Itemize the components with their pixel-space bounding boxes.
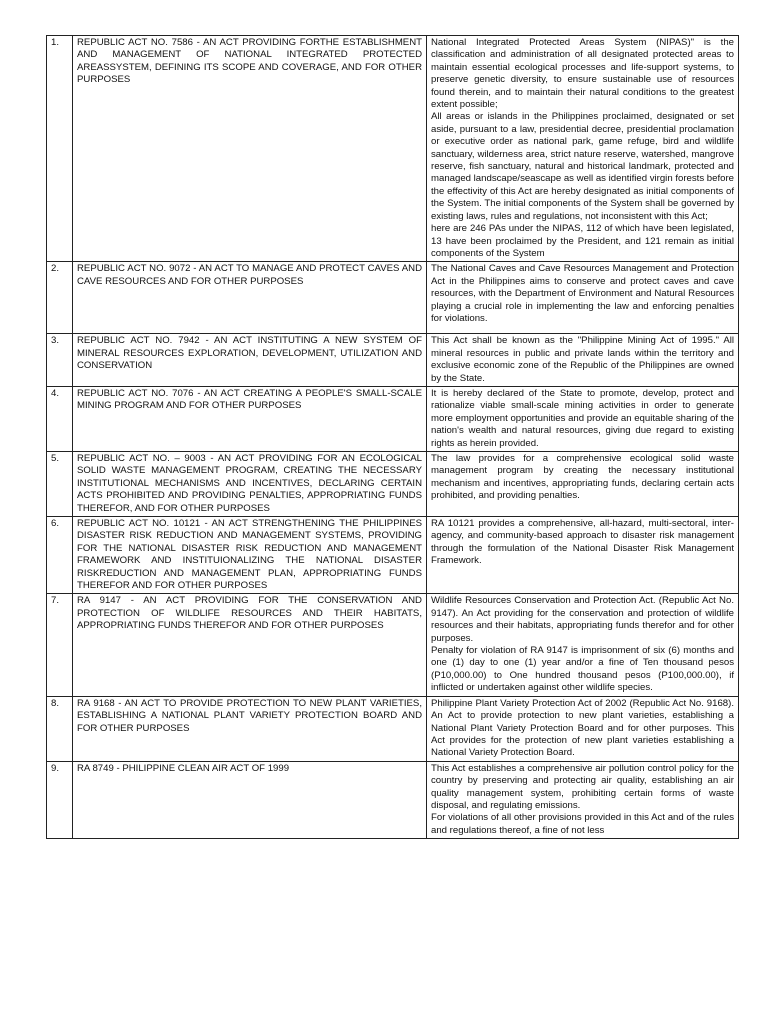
environmental-laws-table bbox=[46, 35, 739, 839]
table-row bbox=[47, 761, 739, 838]
description-paragraph: The law provides for a comprehensive ecological solid waste management program by creating the necessary institutional mechanism and incentives, appropriating funds, declaring certain acts prohibited, and providing penalties. bbox=[431, 452, 734, 502]
row-number: 7. bbox=[47, 594, 73, 696]
description-paragraph: Wildlife Resources Conservation and Protection Act. (Republic Act No. 9147). An Act providing for the conservation and protection of wildlife resources and their habitats, appropriating funds therefor and for other purposes. bbox=[431, 595, 734, 644]
act-title: REPUBLIC ACT NO. 9072 - AN ACT TO MANAGE AND PROTECT CAVES AND CAVE RESOURCES AND FOR OTHER PURPOSES bbox=[73, 262, 427, 334]
description-paragraph: National Integrated Protected Areas System (NIPAS)" is the classification and administration of all designated protected areas to maintain essential ecological processes and life-support systems, to preserve genetic diversity, to ensure sustainable use of resources found therein, and to maintain their natural conditions to the greatest extent possible; bbox=[431, 37, 734, 111]
act-title: REPUBLIC ACT NO. 7586 - AN ACT PROVIDING FORTHE ESTABLISHMENT AND MANAGEMENT OF NATIONAL INTEGRATED PROTECTED AREASSYSTEM, DEFINING ITS SCOPE AND COVERAGE, AND FOR OTHER PURPOSES bbox=[73, 36, 427, 262]
act-title: REPUBLIC ACT NO. 7076 - AN ACT CREATING A PEOPLE'S SMALL-SCALE MINING PROGRAM AND FOR OTHER PURPOSES bbox=[73, 386, 427, 451]
row-number: 9. bbox=[47, 761, 73, 838]
act-description bbox=[427, 761, 739, 838]
description-paragraph: This Act shall be known as the "Philippine Mining Act of 1995." All mineral resources in public and private lands within the territory and exclusive economic zone of the Republic of the Philippines are owned by the State. bbox=[431, 335, 734, 384]
document-page bbox=[46, 35, 738, 839]
act-title: REPUBLIC ACT NO. 10121 - AN ACT STRENGTHENING THE PHILIPPINES DISASTER RISK REDUCTION AND MANAGEMENT SYSTEMS, PROVIDING FOR THE NATIONAL DISASTER RISK REDUCTION AND MANAGEMENT FRAMEWORK AND INSTITUIONALIZING THE NATIONAL DISASTER RISKREDUCTION AND MANAGEMENT PLAN, APPROPRIATING FUNDS THEREFOR AND FOR OTHER PURPOSES bbox=[73, 517, 427, 594]
act-title: RA 9147 - AN ACT PROVIDING FOR THE CONSERVATION AND PROTECTION OF WILDLIFE RESOURCES AND THEIR HABITATS, APPROPRIATING FUNDS THEREFOR AND FOR OTHER PURPOSES bbox=[73, 594, 427, 696]
description-paragraph: This Act establishes a comprehensive air pollution control policy for the country by preserving and protecting air quality, establishing an air quality management system, prohibiting certain forms of waste disposal, and regulating emissions. bbox=[431, 762, 734, 811]
description-paragraph: All areas or islands in the Philippines proclaimed, designated or set aside, pursuant to a law, presidential decree, presidential proclamation or executive order as national park, game refuge, bird and wildlife sanctuary, wilderness area, strict nature reserve, watershed, mangrove reserve, fish sanctuary, natural and historical landmark, protected and managed landscape/seascape as well as identified virgin forests before the effectivity of this Act are hereby designated as initial components of the System. The initial components of the System shall be governed by existing laws, rules and regulations, not inconsistent with this Act; bbox=[431, 111, 734, 222]
table-row bbox=[47, 594, 739, 696]
act-description bbox=[427, 696, 739, 761]
description-paragraph: Philippine Plant Variety Protection Act of 2002 (Republic Act No. 9168). An Act to provide protection to new plant varieties, establishing a National Plant Variety Protection Board and for other purposes. This Act provides for the protection of new plant varieties establishing a National Variety Protection Board. bbox=[431, 697, 734, 759]
row-number: 6. bbox=[47, 517, 73, 594]
act-title: REPUBLIC ACT NO. – 9003 - AN ACT PROVIDING FOR AN ECOLOGICAL SOLID WASTE MANAGEMENT PROGRAM, CREATING THE NECESSARY INSTITUTIONAL MECHANISMS AND INCENTIVES, DECLARING CERTAIN ACTS PROHIBITED AND PROVIDING PENALTIES, APPROPRIATING FUNDS THEREFOR, AND FOR OTHER PURPOSES bbox=[73, 451, 427, 516]
table-row bbox=[47, 696, 739, 761]
act-description bbox=[427, 386, 739, 451]
description-paragraph: Penalty for violation of RA 9147 is imprisonment of six (6) months and one (1) day to one (1) year and/or a fine of Ten thousand pesos (P10,000.00) to One hundred thousand pesos (P100,000.00), if inflicted or undertaken against other wildlife species. bbox=[431, 645, 734, 694]
description-paragraph: here are 246 PAs under the NIPAS, 112 of which have been legislated, 13 have been proclaimed by the President, and 121 remain as initial components of the System bbox=[431, 223, 734, 259]
row-number: 5. bbox=[47, 451, 73, 516]
act-title: RA 9168 - AN ACT TO PROVIDE PROTECTION TO NEW PLANT VARIETIES, ESTABLISHING A NATIONAL PLANT VARIETY PROTECTION BOARD AND FOR OTHER PURPOSES bbox=[73, 696, 427, 761]
table-row bbox=[47, 262, 739, 334]
act-description bbox=[427, 334, 739, 387]
table-row bbox=[47, 451, 739, 516]
act-description bbox=[427, 517, 739, 594]
act-description bbox=[427, 262, 739, 334]
row-number: 1. bbox=[47, 36, 73, 262]
table-row bbox=[47, 36, 739, 262]
table-row bbox=[47, 334, 739, 387]
act-description bbox=[427, 594, 739, 696]
act-title: RA 8749 - PHILIPPINE CLEAN AIR ACT OF 1999 bbox=[73, 761, 427, 838]
act-title: REPUBLIC ACT NO. 7942 - AN ACT INSTITUTING A NEW SYSTEM OF MINERAL RESOURCES EXPLORATION, DEVELOPMENT, UTILIZATION AND CONSERVATION bbox=[73, 334, 427, 387]
row-number: 4. bbox=[47, 386, 73, 451]
table-row bbox=[47, 517, 739, 594]
act-description bbox=[427, 36, 739, 262]
description-paragraph: It is hereby declared of the State to promote, develop, protect and rationalize viable small-scale mining activities in order to generate more employment opportunities and provide an equitable sharing of the nation's wealth and natural resources, giving due regard to existing rights as herein provided. bbox=[431, 387, 734, 449]
row-number: 2. bbox=[47, 262, 73, 334]
table-row bbox=[47, 386, 739, 451]
act-description bbox=[427, 451, 739, 516]
description-paragraph: The National Caves and Cave Resources Management and Protection Act in the Philippines aims to conserve and protect caves and cave resources, with the Department of Environment and Natural Resources playing a crucial role in implementing the law and enforcing penalties for violations. bbox=[431, 263, 734, 324]
row-number: 8. bbox=[47, 696, 73, 761]
row-number: 3. bbox=[47, 334, 73, 387]
description-paragraph: RA 10121 provides a comprehensive, all-hazard, multi-sectoral, inter-agency, and community-based approach to disaster risk management through the formulation of the National Disaster Risk Management Framework. bbox=[431, 518, 734, 567]
description-paragraph: For violations of all other provisions provided in this Act and of the rules and regulations thereof, a fine of not less bbox=[431, 812, 734, 836]
